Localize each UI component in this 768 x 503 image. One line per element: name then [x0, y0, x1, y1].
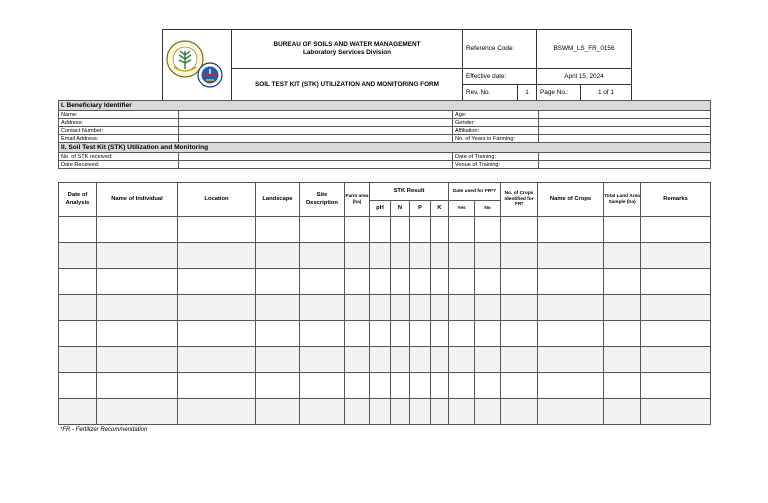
cell-k[interactable] — [431, 347, 449, 373]
form-title: SOIL TEST KIT (STK) UTILIZATION AND MONITORING FORM — [232, 69, 463, 101]
col-ph: pH — [370, 201, 391, 217]
cell-date-of-analysis[interactable] — [59, 373, 97, 399]
cell-name-of-crops[interactable] — [538, 269, 604, 295]
email-address-label: Email Address: — [59, 135, 179, 143]
cell-crops-identified[interactable] — [501, 217, 538, 243]
revision-label: Rev. No. — [463, 85, 518, 100]
cell-used-yes[interactable] — [449, 399, 475, 425]
age-label: Age: — [453, 111, 539, 119]
training-date-label: Date of Training: — [453, 153, 539, 161]
cell-n[interactable] — [391, 347, 410, 373]
cell-crops-identified[interactable] — [501, 321, 538, 347]
cell-ph[interactable] — [370, 399, 391, 425]
beneficiary-form — [58, 100, 711, 169]
col-location: Location — [178, 183, 256, 217]
cell-name-of-individual[interactable] — [97, 217, 178, 243]
table-row — [59, 295, 711, 321]
stk-received-label: No. of STK received: — [59, 153, 179, 161]
cell-site-description[interactable] — [300, 347, 345, 373]
cell-date-of-analysis[interactable] — [59, 243, 97, 269]
cell-location[interactable] — [178, 295, 256, 321]
revision-value: 1 — [525, 89, 529, 96]
cell-name-of-individual[interactable] — [97, 243, 178, 269]
page-number-value: 1 of 1 — [581, 85, 632, 101]
cell-landscape[interactable] — [256, 295, 300, 321]
cell-p[interactable] — [410, 295, 431, 321]
cell-remarks[interactable] — [641, 321, 711, 347]
cell-k[interactable] — [431, 243, 449, 269]
table-body — [59, 217, 711, 425]
table-row — [59, 373, 711, 399]
cell-name-of-crops[interactable] — [538, 347, 604, 373]
cell-p[interactable] — [410, 217, 431, 243]
cell-landscape[interactable] — [256, 399, 300, 425]
cell-remarks[interactable] — [641, 217, 711, 243]
cell-total-land-area[interactable] — [604, 217, 641, 243]
cell-total-land-area[interactable] — [604, 243, 641, 269]
cell-remarks[interactable] — [641, 243, 711, 269]
cell-k[interactable] — [431, 373, 449, 399]
agency-title — [232, 30, 463, 69]
cell-crops-identified[interactable] — [501, 347, 538, 373]
col-no: No — [475, 201, 501, 217]
affiliation-field[interactable] — [539, 127, 711, 135]
cell-used-no[interactable] — [475, 217, 501, 243]
cell-location[interactable] — [178, 347, 256, 373]
stk-monitoring-table — [58, 182, 711, 425]
cell-name-of-individual[interactable] — [97, 269, 178, 295]
footnote: *FR - Fertilizer Recommendation — [60, 427, 148, 433]
cell-name-of-individual[interactable] — [97, 321, 178, 347]
contact-number-label: Contact Number: — [59, 127, 179, 135]
cell-k[interactable] — [431, 321, 449, 347]
cell-remarks[interactable] — [641, 295, 711, 321]
cell-crops-identified[interactable] — [501, 399, 538, 425]
cell-farm-area[interactable] — [345, 269, 370, 295]
table-row — [59, 399, 711, 425]
cell-date-of-analysis[interactable] — [59, 217, 97, 243]
cell-location[interactable] — [178, 399, 256, 425]
col-date-of-analysis: Date of Analysis — [59, 183, 97, 217]
cell-ph[interactable] — [370, 243, 391, 269]
email-address-field[interactable] — [179, 135, 453, 143]
effective-date-label: Effective date: — [463, 69, 537, 85]
cell-landscape[interactable] — [256, 347, 300, 373]
table-row — [59, 217, 711, 243]
cell-location[interactable] — [178, 243, 256, 269]
section-stk-title: II. Soil Test Kit (STK) Utilization and Monitoring — [59, 143, 711, 153]
cell-used-no[interactable] — [475, 295, 501, 321]
cell-date-of-analysis[interactable] — [59, 399, 97, 425]
training-venue-label: Venue of Training: — [453, 161, 539, 169]
cell-farm-area[interactable] — [345, 321, 370, 347]
col-total-land-area: Total Land Area Sample (ha) — [604, 183, 641, 217]
cell-p[interactable] — [410, 321, 431, 347]
cell-site-description[interactable] — [300, 269, 345, 295]
cell-site-description[interactable] — [300, 321, 345, 347]
cell-used-yes[interactable] — [449, 347, 475, 373]
cell-landscape[interactable] — [256, 269, 300, 295]
training-date-field[interactable] — [539, 153, 711, 161]
cell-name-of-crops[interactable] — [538, 295, 604, 321]
cell-k[interactable] — [431, 399, 449, 425]
address-field[interactable] — [179, 119, 453, 127]
date-received-field[interactable] — [179, 161, 453, 169]
cell-used-yes[interactable] — [449, 217, 475, 243]
cell-total-land-area[interactable] — [604, 295, 641, 321]
gender-field[interactable] — [539, 119, 711, 127]
age-field[interactable] — [539, 111, 711, 119]
cell-k[interactable] — [431, 269, 449, 295]
cell-site-description[interactable] — [300, 373, 345, 399]
cell-n[interactable] — [391, 269, 410, 295]
cell-used-no[interactable] — [475, 373, 501, 399]
cell-name-of-individual[interactable] — [97, 373, 178, 399]
cell-site-description[interactable] — [300, 243, 345, 269]
reference-code-label: Reference Code: — [463, 30, 537, 69]
cell-used-yes[interactable] — [449, 295, 475, 321]
contact-number-field[interactable] — [179, 127, 453, 135]
division-name: Laboratory Services Division — [302, 49, 392, 56]
cell-site-description[interactable] — [300, 295, 345, 321]
years-farming-label: No. of Years in Farming: — [453, 135, 539, 143]
gender-label: Gender: — [453, 119, 539, 127]
table-row — [59, 321, 711, 347]
cell-ph[interactable] — [370, 347, 391, 373]
effective-date-value: April 15, 2024 — [537, 69, 632, 85]
cell-farm-area[interactable] — [345, 347, 370, 373]
cell-p[interactable] — [410, 399, 431, 425]
cell-name-of-individual[interactable] — [97, 347, 178, 373]
cell-remarks[interactable] — [641, 373, 711, 399]
cell-k[interactable] — [431, 295, 449, 321]
cell-total-land-area[interactable] — [604, 269, 641, 295]
table-row — [59, 347, 711, 373]
cell-name-of-crops[interactable] — [538, 217, 604, 243]
agency-name: BUREAU OF SOILS AND WATER MANAGEMENT — [273, 41, 421, 49]
cell-used-no[interactable] — [475, 269, 501, 295]
cell-name-of-crops[interactable] — [538, 243, 604, 269]
cell-used-yes[interactable] — [449, 243, 475, 269]
name-label: Name: — [59, 111, 179, 119]
cell-total-land-area[interactable] — [604, 373, 641, 399]
col-p: P — [410, 201, 431, 217]
cell-p[interactable] — [410, 269, 431, 295]
col-name-of-crops: Name of Crops — [538, 183, 604, 217]
cell-used-yes[interactable] — [449, 373, 475, 399]
col-landscape: Landscape — [256, 183, 300, 217]
cell-crops-identified[interactable] — [501, 295, 538, 321]
col-crops-identified: No. of Crops Identified for FR* — [501, 183, 538, 217]
stk-received-field[interactable] — [179, 153, 453, 161]
cell-n[interactable] — [391, 243, 410, 269]
cell-n[interactable] — [391, 399, 410, 425]
cell-used-no[interactable] — [475, 347, 501, 373]
cell-p[interactable] — [410, 373, 431, 399]
cell-farm-area[interactable] — [345, 373, 370, 399]
col-yes: Yes — [449, 201, 475, 217]
cell-ph[interactable] — [370, 269, 391, 295]
cell-crops-identified[interactable] — [501, 243, 538, 269]
cell-ph[interactable] — [370, 295, 391, 321]
col-name-of-individual: Name of Individual — [97, 183, 178, 217]
training-venue-field[interactable] — [539, 161, 711, 169]
col-n: N — [391, 201, 410, 217]
cell-farm-area[interactable] — [345, 399, 370, 425]
col-stk-result: STK Result — [370, 183, 449, 201]
cell-site-description[interactable] — [300, 399, 345, 425]
cell-ph[interactable] — [370, 373, 391, 399]
cell-name-of-crops[interactable] — [538, 321, 604, 347]
cell-total-land-area[interactable] — [604, 321, 641, 347]
cell-n[interactable] — [391, 295, 410, 321]
cell-location[interactable] — [178, 373, 256, 399]
table-row — [59, 243, 711, 269]
page-number-label: Page No.: — [537, 85, 581, 101]
cell-used-no[interactable] — [475, 243, 501, 269]
cell-landscape[interactable] — [256, 243, 300, 269]
name-field[interactable] — [179, 111, 453, 119]
form-header — [162, 29, 632, 101]
cell-name-of-crops[interactable] — [538, 399, 604, 425]
cell-ph[interactable] — [370, 321, 391, 347]
cell-date-of-analysis[interactable] — [59, 295, 97, 321]
col-farm-area: Farm area (ha) — [345, 183, 370, 217]
cell-crops-identified[interactable] — [501, 373, 538, 399]
cell-total-land-area[interactable] — [604, 399, 641, 425]
cell-used-no[interactable] — [475, 399, 501, 425]
logo-cell — [163, 30, 232, 101]
cell-landscape[interactable] — [256, 217, 300, 243]
cell-p[interactable] — [410, 243, 431, 269]
cell-used-yes[interactable] — [449, 321, 475, 347]
affiliation-label: Affiliation: — [453, 127, 539, 135]
cell-remarks[interactable] — [641, 269, 711, 295]
cell-used-no[interactable] — [475, 321, 501, 347]
bswm-logo-icon — [197, 62, 223, 88]
cell-name-of-individual[interactable] — [97, 295, 178, 321]
cell-n[interactable] — [391, 373, 410, 399]
revision-cell — [463, 85, 537, 101]
cell-remarks[interactable] — [641, 399, 711, 425]
date-received-label: Date Received: — [59, 161, 179, 169]
cell-date-of-analysis[interactable] — [59, 321, 97, 347]
cell-k[interactable] — [431, 217, 449, 243]
cell-farm-area[interactable] — [345, 295, 370, 321]
cell-date-of-analysis[interactable] — [59, 347, 97, 373]
years-farming-field[interactable] — [539, 135, 711, 143]
section-beneficiary-title: I. Beneficiary Identifier — [59, 101, 711, 111]
cell-n[interactable] — [391, 321, 410, 347]
cell-farm-area[interactable] — [345, 217, 370, 243]
cell-site-description[interactable] — [300, 217, 345, 243]
col-date-used-for-fr: Date used for FR*? — [449, 183, 501, 201]
cell-used-yes[interactable] — [449, 269, 475, 295]
cell-total-land-area[interactable] — [604, 347, 641, 373]
cell-farm-area[interactable] — [345, 243, 370, 269]
cell-n[interactable] — [391, 217, 410, 243]
cell-date-of-analysis[interactable] — [59, 269, 97, 295]
cell-ph[interactable] — [370, 217, 391, 243]
cell-location[interactable] — [178, 269, 256, 295]
cell-p[interactable] — [410, 347, 431, 373]
cell-landscape[interactable] — [256, 321, 300, 347]
cell-location[interactable] — [178, 217, 256, 243]
address-label: Address: — [59, 119, 179, 127]
reference-code-value: BSWM_LS_FR_0156 — [537, 30, 632, 69]
cell-name-of-individual[interactable] — [97, 399, 178, 425]
cell-name-of-crops[interactable] — [538, 373, 604, 399]
cell-remarks[interactable] — [641, 347, 711, 373]
cell-location[interactable] — [178, 321, 256, 347]
cell-landscape[interactable] — [256, 373, 300, 399]
col-site-description: Site Description — [300, 183, 345, 217]
table-row — [59, 269, 711, 295]
cell-crops-identified[interactable] — [501, 269, 538, 295]
col-k: K — [431, 201, 449, 217]
col-remarks: Remarks — [641, 183, 711, 217]
